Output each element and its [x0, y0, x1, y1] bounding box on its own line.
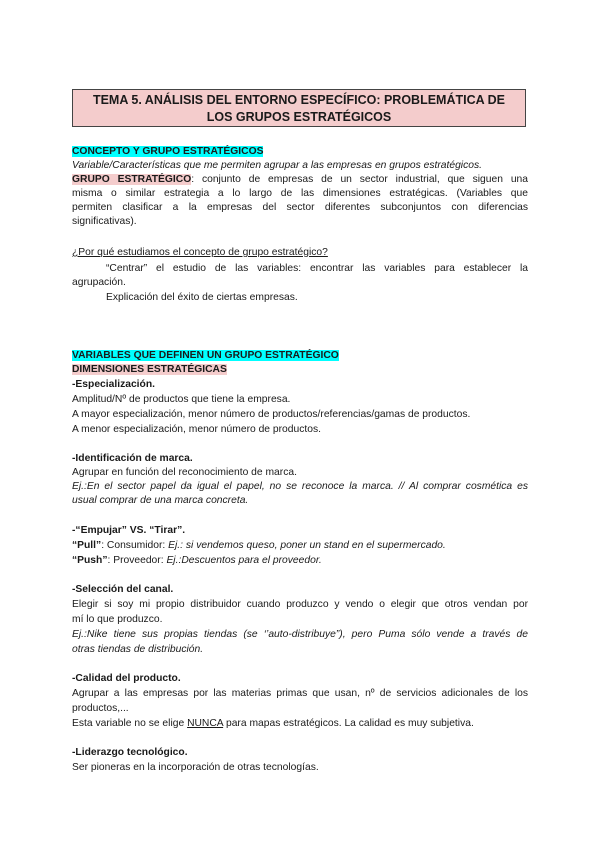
pull-line: “Pull”: Consumidor: Ej.: si vendemos queso, poner un stand en el supermercado. [72, 540, 446, 551]
especializacion-line-2: A mayor especialización, menor número de productos/referencias/gamas de productos. [72, 409, 471, 420]
marca-example-line-1: Ej.:En el sector papel da igual el papel, no se reconoce la marca. // Al comprar cosmética es [72, 481, 528, 492]
definition-line-1: GRUPO ESTRATÉGICO: conjunto de empresas de un sector industrial, que siguen una [72, 174, 528, 185]
question-heading: ¿Por qué estudiamos el concepto de grupo estratégico? [72, 247, 328, 258]
calidad-line-3: Esta variable no se elige NUNCA para mapas estratégicos. La calidad es muy subjetiva. [72, 718, 474, 729]
variable-especializacion-title: -Especialización. [72, 379, 155, 390]
marca-example-line-2: usual comprar de una marca concreta. [72, 495, 249, 506]
variable-marca-title: -Identificación de marca. [72, 453, 193, 464]
canal-line-2: mí lo que produzco. [72, 614, 163, 625]
push-line: “Push”: Proveedor: Ej.:Descuentos para el proveedor. [72, 555, 322, 566]
answer-2: Explicación del éxito de ciertas empresas. [106, 292, 298, 303]
term-grupo-estrategico: GRUPO ESTRATÉGICO [72, 174, 192, 185]
subheading-dimensiones: DIMENSIONES ESTRATÉGICAS [72, 364, 227, 375]
variable-canal-title: -Selección del canal. [72, 584, 174, 595]
liderazgo-line-1: Ser pioneras en la incorporación de otras tecnologías. [72, 762, 319, 773]
canal-example-line-2: otras tiendas de distribución. [72, 644, 204, 655]
title-line-1: TEMA 5. ANÁLISIS DEL ENTORNO ESPECÍFICO: PROBLEMÁTICA DE [92, 93, 506, 107]
concepto-subtitle: Variable/Características que me permiten agrupar a las empresas en grupos estratégicos. [72, 160, 482, 171]
canal-example-line-1: Ej.:Nike tiene sus propias tiendas (se ‘’auto-distribuye”), pero Puma sólo vende a través de [72, 629, 528, 640]
calidad-line-1: Agrupar a las empresas por las materias primas que usan, nº de servicios adicionales de los [72, 688, 528, 699]
variable-empujar-tirar-title: -“Empujar” VS. “Tirar”. [72, 525, 186, 536]
definition-line-4: significativas). [72, 216, 137, 227]
nunca-emphasis: NUNCA [187, 718, 224, 729]
variable-calidad-title: -Calidad del producto. [72, 673, 181, 684]
title-line-2: LOS GRUPOS ESTRATÉGICOS [206, 110, 392, 124]
canal-line-1: Elegir si soy mi propio distribuidor cuando produzco y vendo o elegir que otros vendan por [72, 599, 528, 610]
section-heading-concepto: CONCEPTO Y GRUPO ESTRATÉGICOS [72, 146, 264, 157]
definition-line-2: misma o similar estrategia a lo largo de las dimensiones estratégicas. (Variables que [72, 188, 528, 199]
section-heading-variables: VARIABLES QUE DEFINEN UN GRUPO ESTRATÉGICO [72, 350, 339, 361]
calidad-line-2: productos,... [72, 703, 129, 714]
especializacion-line-1: Amplitud/Nº de productos que tiene la empresa. [72, 394, 291, 405]
definition-line-3: permiten clasificar a la empresas del sector diferentes subconjuntos con diferencias [72, 202, 528, 213]
variable-liderazgo-title: -Liderazgo tecnológico. [72, 747, 188, 758]
answer-1-line-1: “Centrar” el estudio de las variables: encontrar las variables para establecer la [106, 263, 528, 274]
marca-line-1: Agrupar en función del reconocimiento de marca. [72, 467, 297, 478]
especializacion-line-3: A menor especialización, menor número de productos. [72, 424, 321, 435]
document-title [72, 89, 526, 127]
answer-1-line-2: agrupación. [72, 277, 126, 288]
